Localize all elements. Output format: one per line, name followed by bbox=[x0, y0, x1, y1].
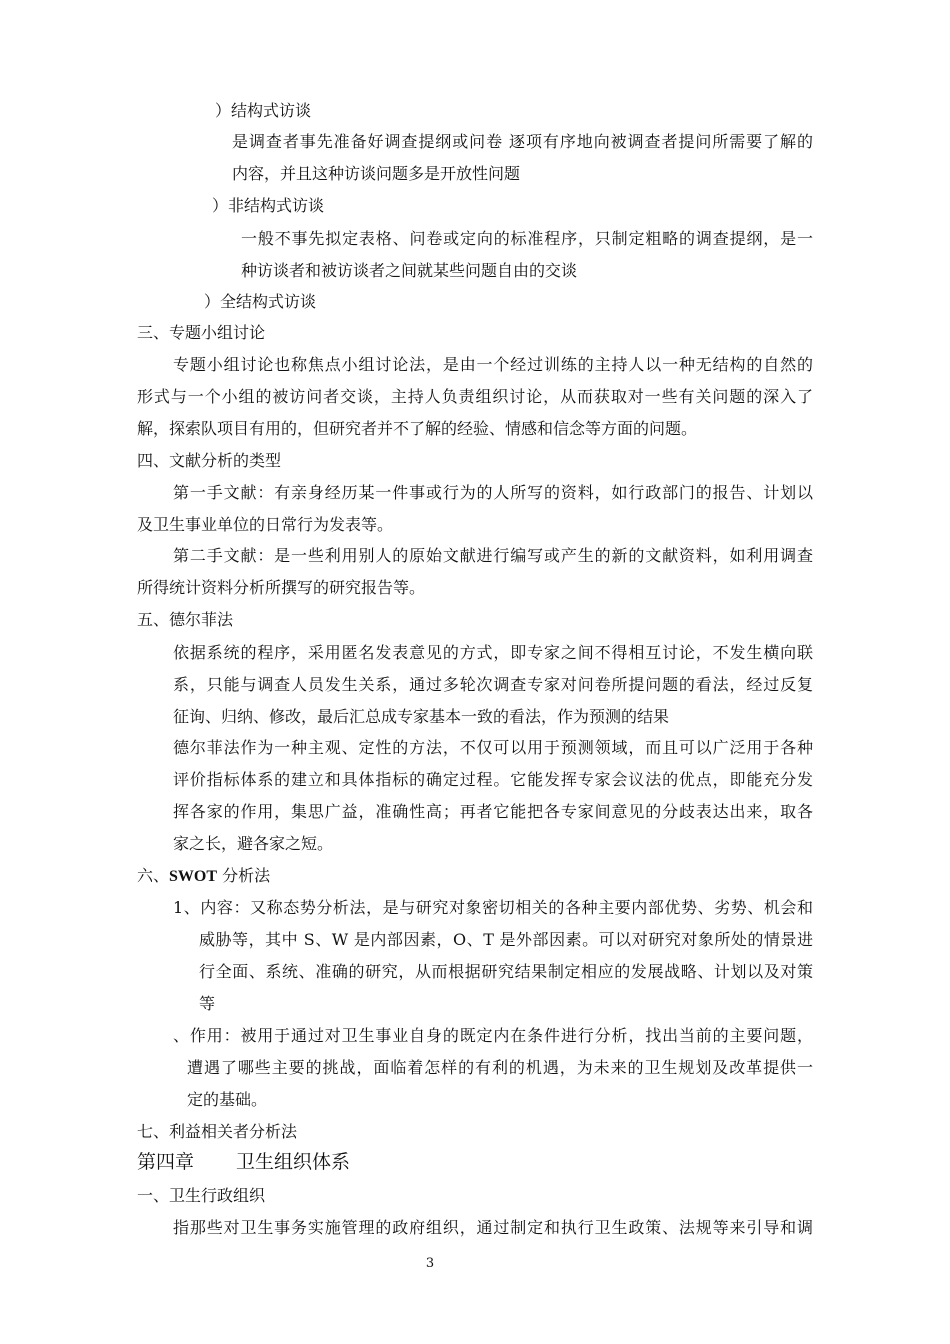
section-heading-swot bbox=[137, 866, 270, 887]
section-heading: 四、文献分析的类型 bbox=[137, 451, 282, 470]
chapter-number: 第四章 bbox=[137, 1151, 195, 1173]
paragraph-line: 内容，并且这种访谈问题多是开放性问题 bbox=[232, 164, 521, 183]
paragraph-line: 种访谈者和被访谈者之间就某些问题自由的交谈 bbox=[241, 261, 578, 280]
paragraph-line: 威胁等，其中 S、W 是内部因素，O、T 是外部因素。可以对研究对象所处的情景进 bbox=[199, 930, 813, 949]
page-number: 3 bbox=[425, 1256, 435, 1271]
paragraph-line: 第一手文献：有亲身经历某一件事或行为的人所写的资料，如行政部门的报告、计划以 bbox=[173, 483, 813, 502]
subheading-fully-structured-interview: ）全结构式访谈 bbox=[204, 292, 317, 311]
paragraph-line: 所得统计资料分析所撰写的研究报告等。 bbox=[137, 578, 426, 597]
paragraph-line: 第二手文献：是一些利用别人的原始文献进行编写或产生的新的文献资料，如利用调查 bbox=[173, 546, 813, 565]
paragraph-line: 系，只能与调查人员发生关系，通过多轮次调查专家对问卷所提问题的看法，经过反复 bbox=[173, 675, 813, 694]
subheading-structured-interview: ）结构式访谈 bbox=[215, 101, 312, 120]
paragraph-line: 依据系统的程序，采用匿名发表意见的方式，即专家之间不得相互讨论，不发生横向联 bbox=[173, 643, 813, 662]
paragraph-line: 家之长，避各家之短。 bbox=[173, 834, 334, 853]
section-heading: 一、卫生行政组织 bbox=[137, 1186, 266, 1205]
chapter-heading bbox=[137, 1152, 350, 1172]
section-title: 分析法 bbox=[217, 866, 271, 885]
paragraph-line: 一般不事先拟定表格、问卷或定向的标准程序，只制定粗略的调查提纲，是一 bbox=[241, 229, 813, 248]
paragraph-line: 专题小组讨论也称焦点小组讨论法，是由一个经过训练的主持人以一种无结构的自然的 bbox=[173, 355, 813, 374]
paragraph-line: 征询、归纳、修改，最后汇总成专家基本一致的看法，作为预测的结果 bbox=[173, 707, 670, 726]
paragraph-line: 等 bbox=[199, 994, 216, 1013]
swot-term: SWOT bbox=[169, 868, 218, 885]
paragraph-line: 及卫生事业单位的日常行为发表等。 bbox=[137, 515, 394, 534]
paragraph-line: 挥各家的作用，集思广益，准确性高；再者它能把各专家间意见的分歧表达出来，取各 bbox=[173, 802, 813, 821]
section-heading: 三、专题小组讨论 bbox=[137, 323, 266, 342]
paragraph-line: 行全面、系统、准确的研究，从而根据研究结果制定相应的发展战略、计划以及对策 bbox=[199, 962, 813, 981]
subheading-unstructured-interview: ）非结构式访谈 bbox=[212, 196, 325, 215]
paragraph-line: 评价指标体系的建立和具体指标的确定过程。它能发挥专家会议法的优点，即能充分发 bbox=[173, 770, 813, 789]
paragraph-line: 遭遇了哪些主要的挑战，面临着怎样的有利的机遇，为未来的卫生规划及改革提供一 bbox=[187, 1058, 813, 1077]
paragraph-line: 形式与一个小组的被访问者交谈，主持人负责组织讨论，从而获取对一些有关问题的深入了 bbox=[137, 387, 813, 406]
paragraph-line: 、作用：被用于通过对卫生事业自身的既定内在条件进行分析，找出当前的主要问题， bbox=[173, 1026, 813, 1045]
chapter-title: 卫生组织体系 bbox=[236, 1151, 351, 1173]
section-number: 六、 bbox=[137, 866, 170, 885]
paragraph-line: 是调查者事先准备好调查提纲或问卷 逐项有序地向被调查者提问所需要了解的 bbox=[232, 132, 813, 151]
paragraph-line: 德尔菲法作为一种主观、定性的方法，不仅可以用于预测领域，而且可以广泛用于各种 bbox=[173, 738, 813, 757]
section-heading: 七、利益相关者分析法 bbox=[137, 1122, 298, 1141]
paragraph-line: 指那些对卫生事务实施管理的政府组织，通过制定和执行卫生政策、法规等来引导和调 bbox=[173, 1218, 813, 1237]
paragraph-line: 解，探索队项目有用的，但研究者并不了解的经验、情感和信念等方面的问题。 bbox=[137, 419, 698, 438]
paragraph-line: 1、内容：又称态势分析法，是与研究对象密切相关的各种主要内部优势、劣势、机会和 bbox=[173, 898, 813, 917]
section-heading: 五、德尔菲法 bbox=[137, 610, 234, 629]
paragraph-line: 定的基础。 bbox=[187, 1090, 268, 1109]
